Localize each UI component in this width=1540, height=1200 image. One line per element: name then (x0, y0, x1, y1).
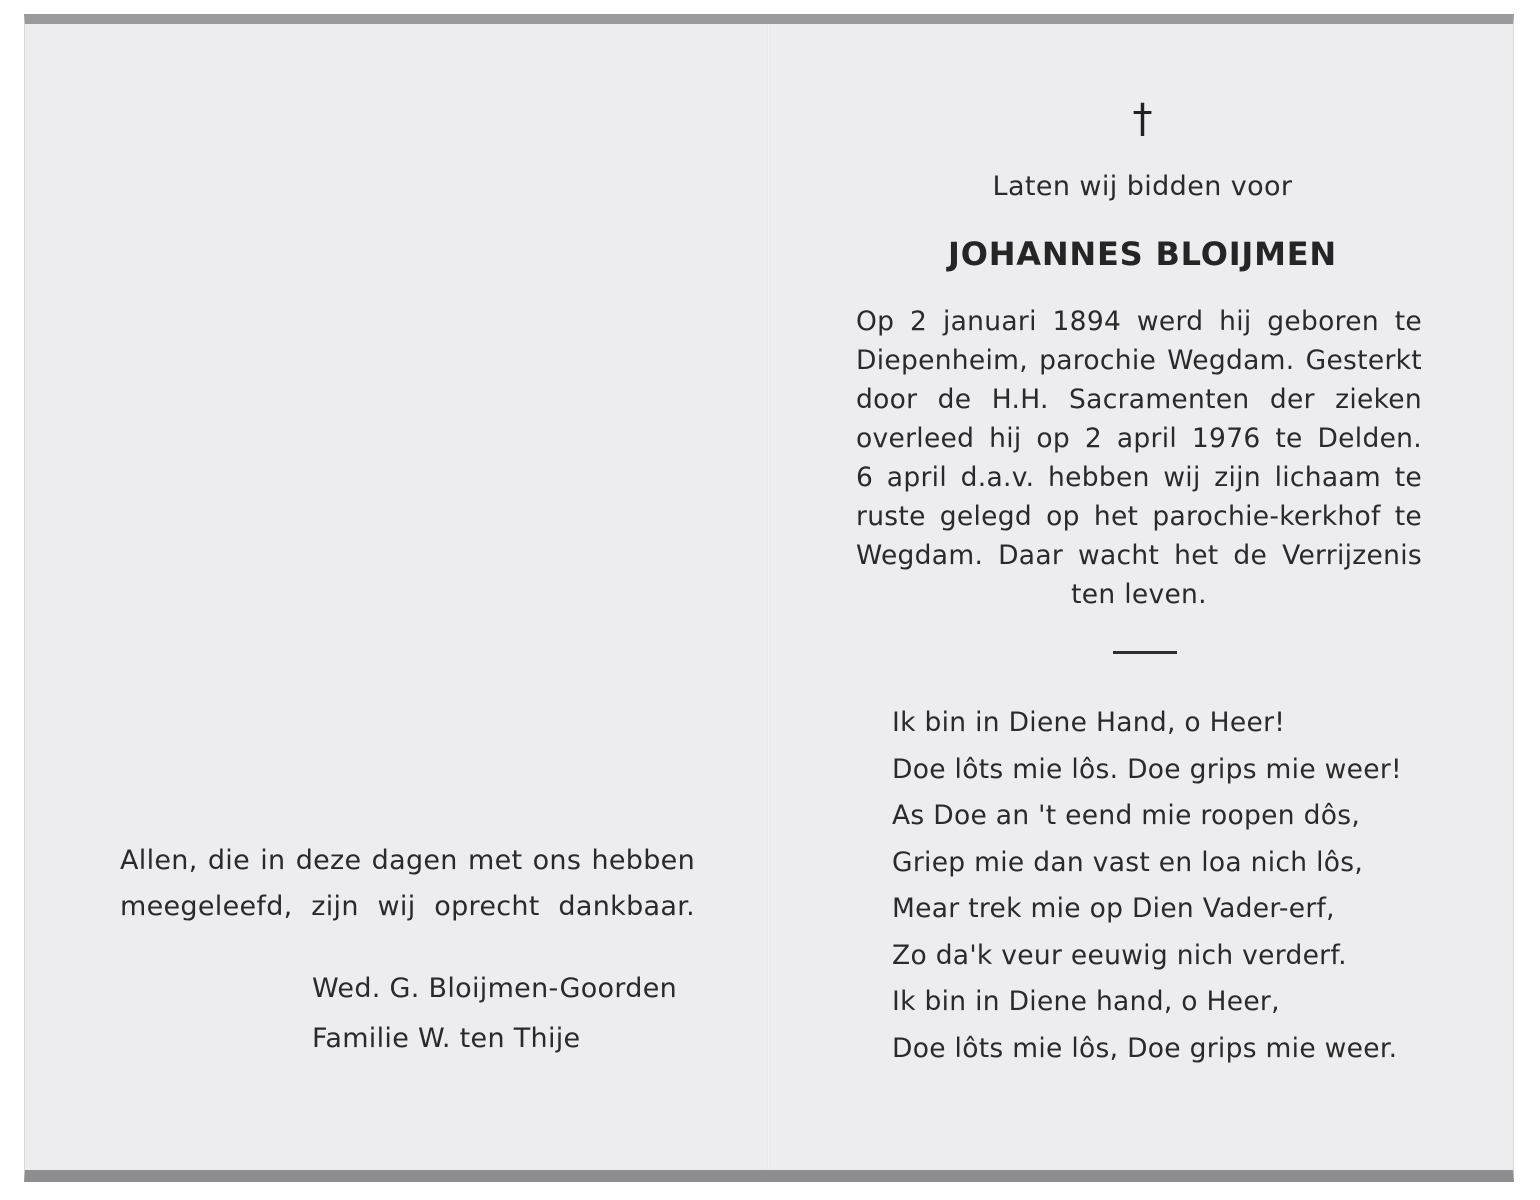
bio-line: Wegdam. Daar wacht het de Verrijzenis (856, 540, 1422, 571)
bio-line: Diepenheim, parochie Wegdam. Gesterkt (856, 345, 1422, 376)
thanks-line: Allen, die in deze dagen met ons hebben (120, 845, 695, 876)
signatures (312, 964, 677, 1064)
thanks-text (120, 838, 695, 930)
left-panel (25, 24, 767, 1170)
poem (892, 700, 1402, 1072)
bio-line: ruste gelegd op het parochie-kerkhof te (856, 501, 1422, 532)
cross-icon: † (1132, 96, 1153, 142)
poem-line: Ik bin in Diene hand, o Heer, (892, 986, 1280, 1017)
bio-line: 6 april d.a.v. hebben wij zijn lichaam te (856, 462, 1422, 493)
biography (856, 302, 1422, 614)
bio-line: door de H.H. Sacramenten der zieken (856, 384, 1422, 415)
memorial-card (24, 14, 1514, 1182)
poem-line: Doe lôts mie lôs, Doe grips mie weer. (892, 1032, 1398, 1064)
poem-line: Doe lôts mie lôs. Doe grips mie weer! (892, 753, 1402, 785)
poem-line: Griep mie dan vast en loa nich lôs, (892, 846, 1364, 878)
thanks-line: meegeleefd, zijn wij oprecht dankbaar. (120, 891, 695, 922)
prayer-intro: Laten wij bidden voor (992, 171, 1293, 202)
divider (1113, 651, 1177, 654)
poem-line: As Doe an 't eend mie roopen dôs, (892, 800, 1361, 831)
bio-line: Op 2 januari 1894 werd hij geboren te (856, 306, 1422, 337)
right-panel (770, 24, 1515, 1170)
bio-line: ten leven. (1071, 579, 1207, 610)
deceased-name: JOHANNES BLOIJMEN (947, 235, 1337, 273)
poem-line: Mear trek mie op Dien Vader-erf, (892, 893, 1335, 924)
signature-widow: Wed. G. Bloijmen-Goorden (312, 973, 678, 1004)
bio-line: overleed hij op 2 april 1976 te Delden. (856, 423, 1422, 454)
poem-line: Ik bin in Diene Hand, o Heer! (892, 707, 1286, 738)
poem-line: Zo da'k veur eeuwig nich verderf. (892, 939, 1347, 971)
signature-family: Familie W. ten Thije (312, 1023, 581, 1054)
